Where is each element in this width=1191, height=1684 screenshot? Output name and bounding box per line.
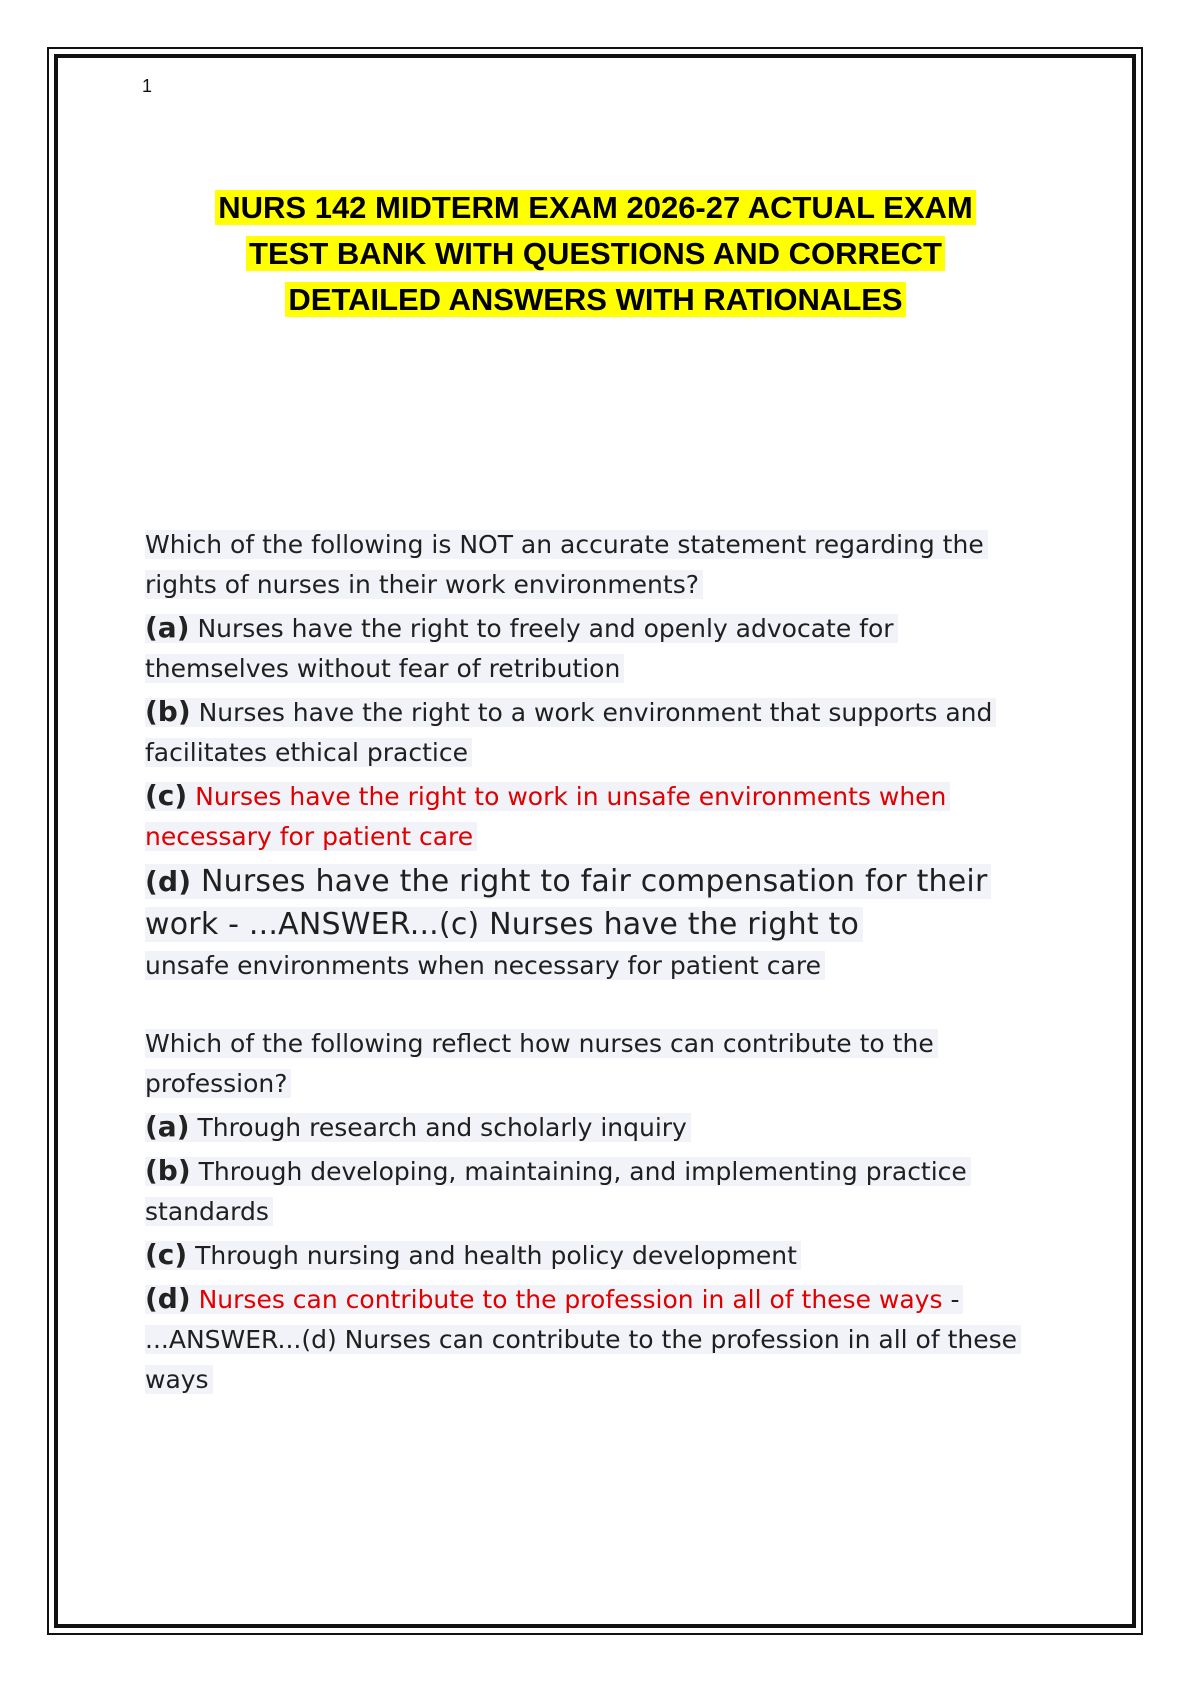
option-letter: (a) [145,1110,190,1143]
option-text: Nurses have the right to a work environment that supports and facilitates ethical practice [145,698,993,767]
title-line-2: TEST BANK WITH QUESTIONS AND CORRECT [246,236,945,271]
option-letter: (c) [145,1238,188,1271]
option-a [145,608,1045,689]
option-letter: (a) [145,611,190,644]
title-line-1: NURS 142 MIDTERM EXAM 2026-27 ACTUAL EXAM [215,190,976,225]
option-d [145,860,1045,946]
answer-continuation: unsafe environments when necessary for patient care [145,946,1045,986]
title-line-3: DETAILED ANSWERS WITH RATIONALES [285,282,905,317]
option-text: Nurses have the right to fair compensation for their work - ...ANSWER...(c) Nurses have the right to [145,864,988,942]
option-d [145,1279,1045,1320]
answer-continuation: ...ANSWER...(d) Nurses can contribute to the profession in all of these ways [145,1320,1045,1400]
option-text-correct: Nurses have the right to work in unsafe environments when necessary for patient care [145,782,947,851]
option-letter: (b) [145,1154,191,1187]
option-letter: (c) [145,779,188,812]
option-letter: (b) [145,695,191,728]
option-text: Through developing, maintaining, and implementing practice standards [145,1157,967,1226]
option-suffix: - [942,1285,960,1314]
option-text: Through research and scholarly inquiry [197,1113,687,1142]
page-number: 1 [142,76,153,96]
option-b [145,1151,1045,1232]
option-letter: (d) [145,1282,191,1315]
option-c [145,776,1045,857]
option-text-correct: Nurses can contribute to the profession in all of these ways [198,1285,943,1314]
option-a [145,1107,1045,1148]
question-1 [145,525,1045,986]
option-text: Nurses have the right to freely and openly advocate for themselves without fear of retribution [145,614,894,683]
option-c [145,1235,1045,1276]
option-letter: (d) [145,865,192,898]
question-list [145,525,1045,1438]
option-text: Through nursing and health policy development [195,1241,797,1270]
question-2 [145,1024,1045,1400]
question-stem: Which of the following reflect how nurses can contribute to the profession? [145,1024,1045,1104]
option-b [145,692,1045,773]
document-title [120,185,1071,323]
question-stem: Which of the following is NOT an accurate statement regarding the rights of nurses in their work environments? [145,525,1045,605]
